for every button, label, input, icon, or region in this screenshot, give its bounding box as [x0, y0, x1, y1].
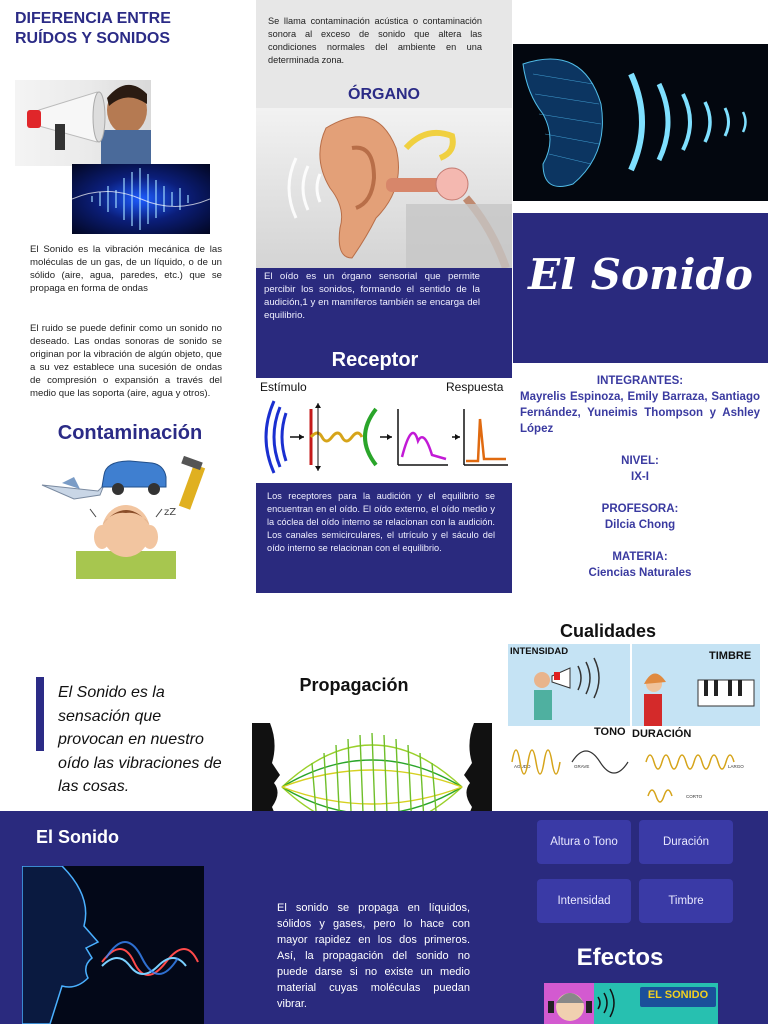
- intensidad-label: INTENSIDAD: [510, 646, 569, 657]
- nivel-label: NIVEL:: [621, 455, 659, 467]
- nivel-value: IX-I: [631, 471, 649, 483]
- propagacion-text: El sonido se propaga en líquidos, sólidos y gases, pero lo hace con mayor rapidez en los dos primeros. Así, la propagación del sonido no puede darse si no existe un medio material cuyas moléculas puedan vibrar.: [277, 902, 470, 1010]
- ruido-definition-text: El ruido se puede definir como un sonido no deseado. Las ondas sonoras de sonido se originan por la vibración de algún objeto, que a su vez establece una sucesión de ondas de compresión o expansión a través del medio que las soporta (aire, agua y otros).: [30, 323, 222, 399]
- main-title: El Sonido: [528, 250, 753, 299]
- materia-label: MATERIA:: [612, 551, 668, 563]
- megaphone-man-image: [15, 80, 151, 166]
- grave-label: GRAVE: [574, 764, 590, 769]
- estimulo-label: Estímulo: [260, 380, 307, 394]
- svg-text:zZ: zZ: [164, 507, 177, 518]
- organo-text: El oído es un órgano sensorial que permite percibir los sonidos, formando el sentido de la audición,1 y en mamíferos también se encarga del equilibrio.: [264, 271, 480, 321]
- quality-duracion: Duración: [639, 820, 733, 864]
- heading-contaminacion: Contaminación: [57, 422, 203, 444]
- respuesta-label: Respuesta: [446, 380, 504, 394]
- corto-label: CORTO: [686, 794, 703, 799]
- quote-bar: [36, 677, 44, 751]
- heading-el-sonido: El Sonido: [36, 827, 119, 847]
- heading-receptor: Receptor: [331, 349, 419, 371]
- materia-value: Ciencias Naturales: [588, 567, 692, 579]
- credits-block: [520, 373, 760, 581]
- voice-image: [22, 866, 204, 1024]
- integrantes-label: INTEGRANTES:: [596, 375, 684, 387]
- efectos-image: [544, 983, 718, 1024]
- receptor-diagram: [256, 379, 512, 483]
- ear-waves-image: [513, 44, 768, 201]
- heading-diferencia: DIFERENCIA ENTRE RUÍDOS Y SONIDOS: [15, 10, 171, 47]
- quality-altura-tono: Altura o Tono: [537, 820, 631, 864]
- heading-cualidades: Cualidades: [559, 621, 657, 641]
- quality-timbre: Timbre: [639, 879, 733, 923]
- agudo-label: AGUDO: [514, 764, 531, 769]
- qualities-image: [508, 644, 760, 806]
- sound-wave-image: [72, 164, 210, 234]
- heading-efectos: Efectos: [576, 944, 664, 971]
- quality-intensidad: Intensidad: [537, 879, 631, 923]
- timbre-label: TIMBRE: [709, 650, 752, 662]
- efectos-badge-text: EL SONIDO: [647, 989, 709, 1001]
- largo-label: LARGO: [728, 764, 744, 769]
- profesora-value: Dilcia Chong: [604, 519, 676, 531]
- sonido-definition-text: El Sonido es la vibración mecánica de las moléculas de un gas, de un líquido, o de un sólido (aire, agua, paredes, etc.) que se propaga en forma de ondas: [30, 244, 222, 294]
- noise-pollution-image: [40, 455, 216, 579]
- duracion-label: DURACIÓN: [632, 728, 692, 740]
- sonido-quote: El Sonido es la sensación que provocan en nuestro oído las vibraciones de las cosas.: [58, 684, 222, 795]
- integrantes-value: Mayrelis Espinoza, Emily Barraza, Santiago Fernández, Yuneimis Thompson y Ashley López: [520, 391, 760, 435]
- ear-anatomy-image: [256, 108, 512, 268]
- tono-label: TONO: [594, 726, 626, 738]
- heading-organo: ÓRGANO: [348, 86, 420, 103]
- heading-propagacion: Propagación: [299, 675, 409, 695]
- profesora-label: PROFESORA:: [601, 503, 679, 515]
- receptor-text: Los receptores para la audición y el equilibrio se encuentran en el oído. El oído externo, el oído medio y la cóclea del oído interno se relacionan con la audición. Los canales semicirculares, el utrículo y el sáculo del oído interno se relacionan con el equilibrio.: [267, 491, 495, 553]
- contaminacion-acustica-text: Se llama contaminación acústica o contaminación sonora al exceso de sonido que altera las condiciones normales del ambiente en una determinada zona.: [268, 16, 482, 65]
